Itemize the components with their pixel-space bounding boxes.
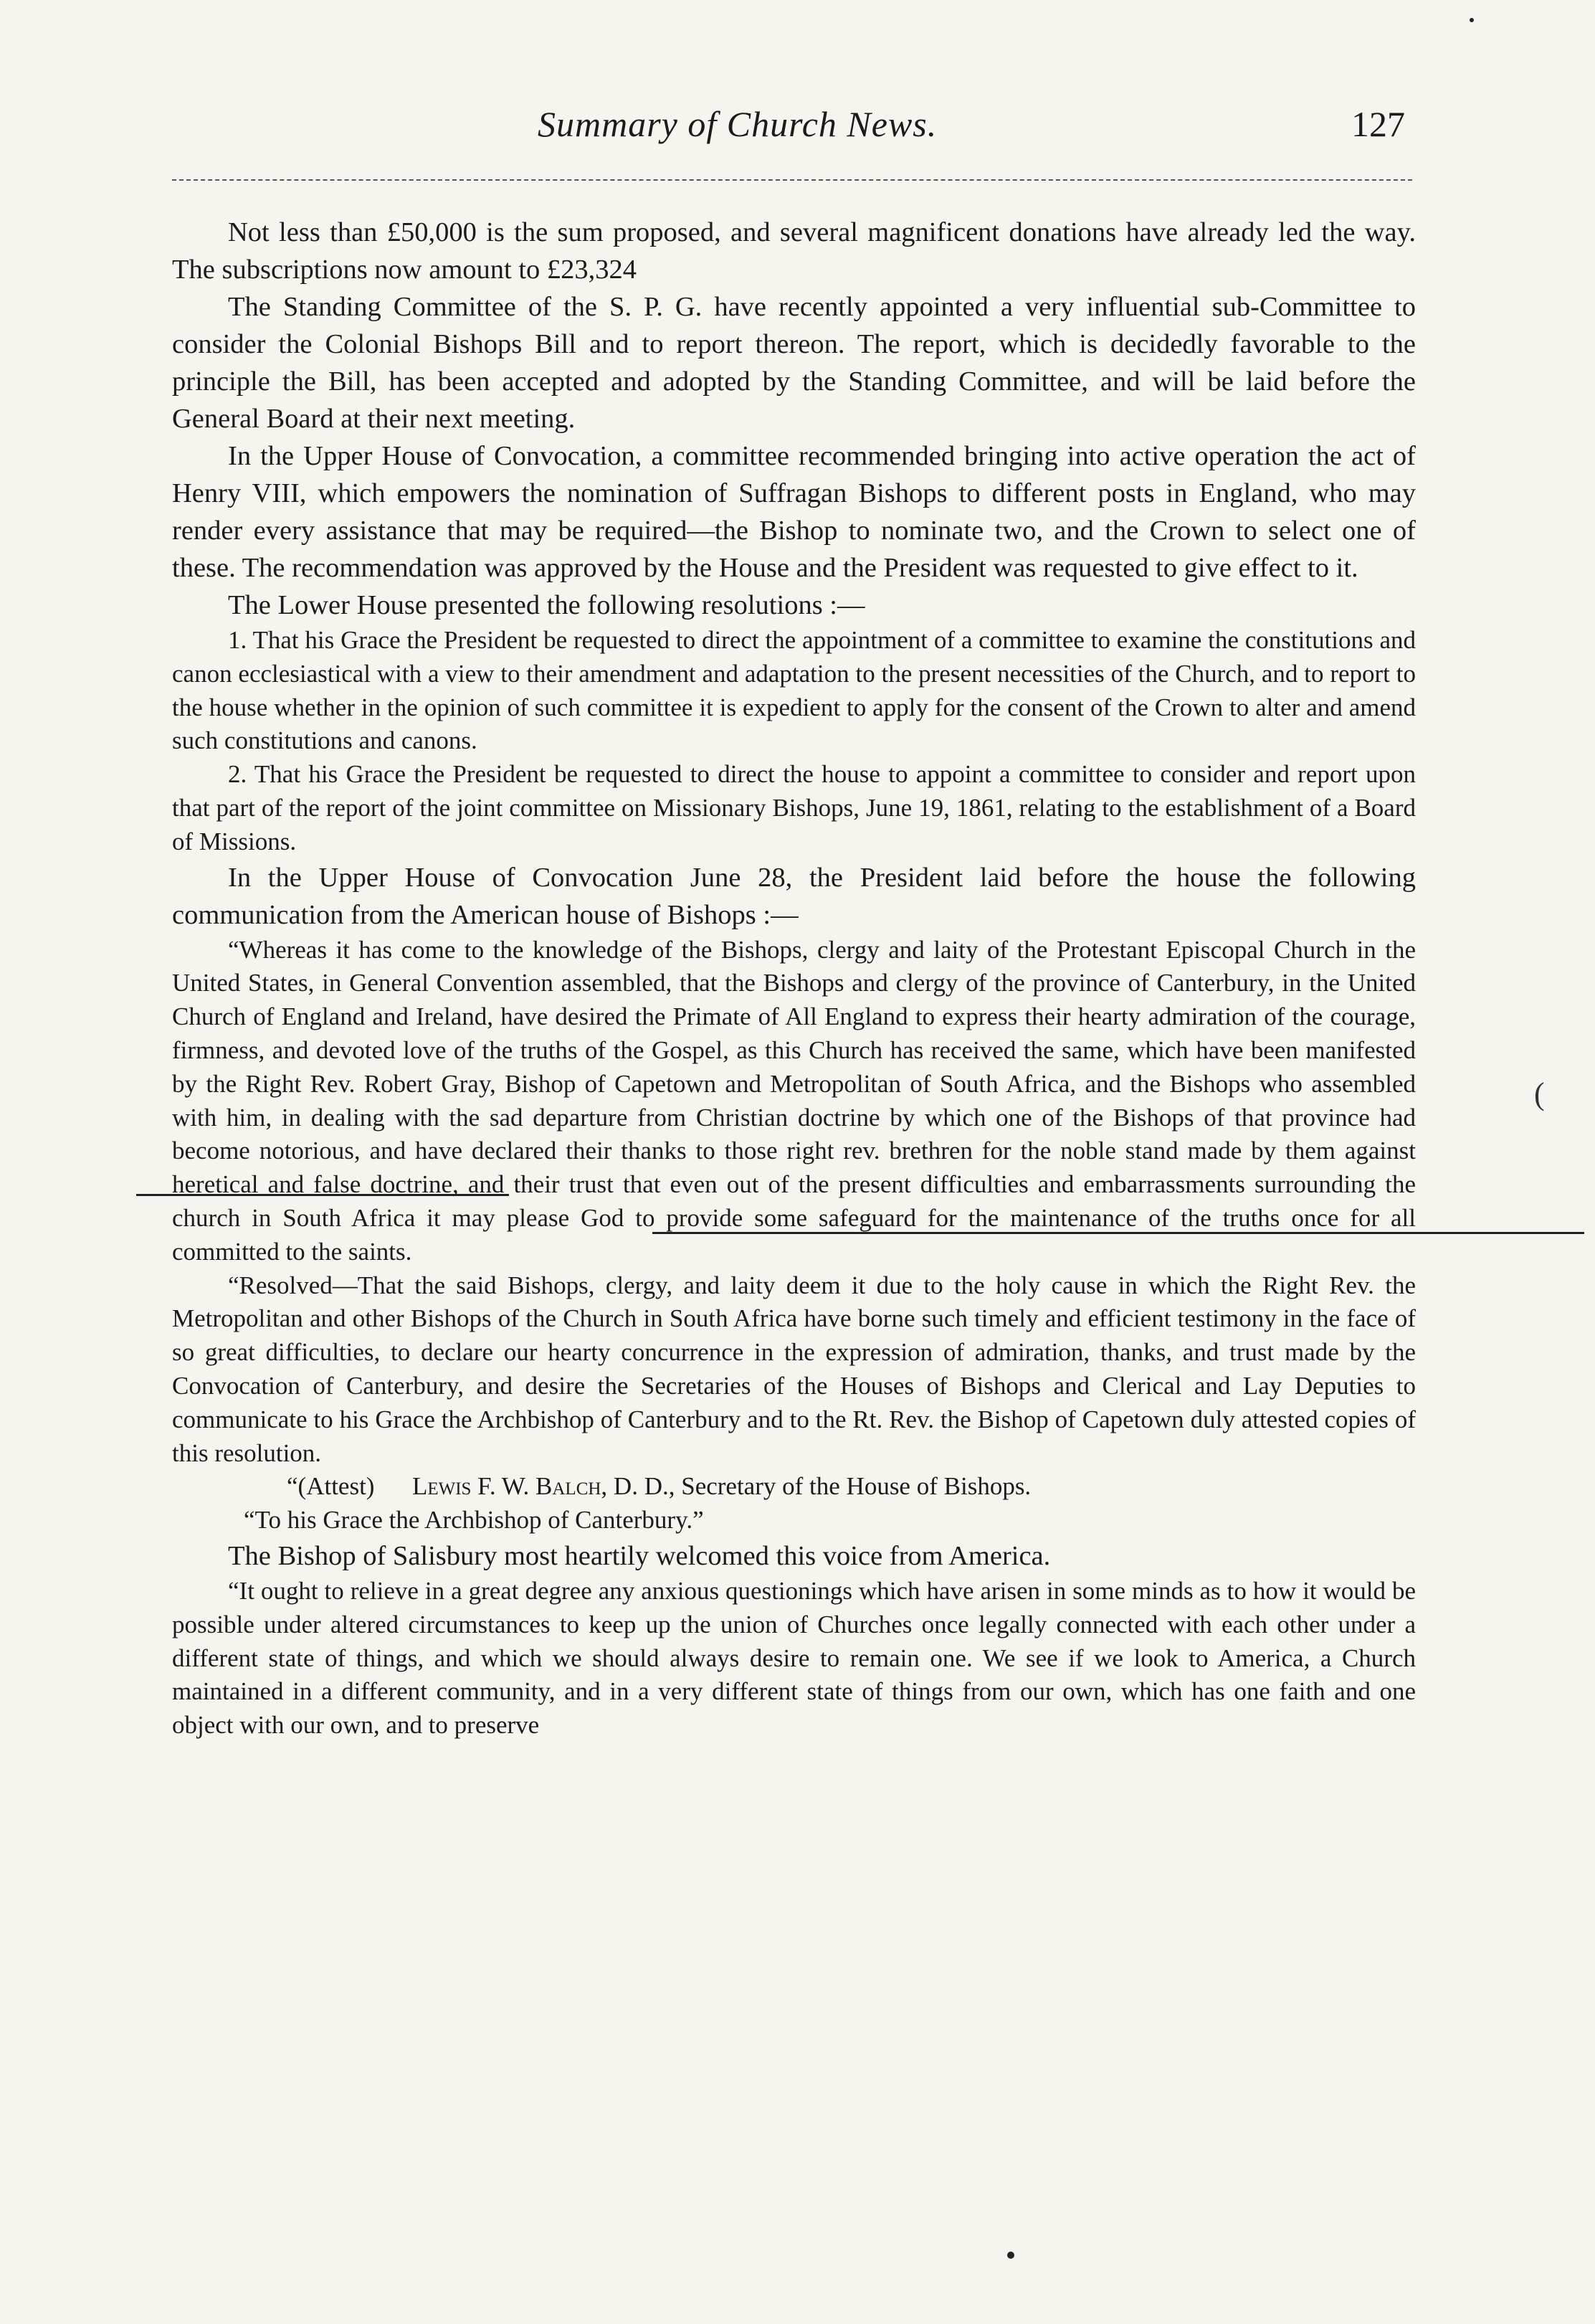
quotation-salisbury: “It ought to relieve in a great degree any anxious questionings which have arisen in some minds as to how it would be possible under altered circumstances to keep up the union of Churches once legally connected with each other under a different state of things, and which we should always desire to remain one. We see if we look to America, a Church maintained in a different community, and in a very different state of things from our own, which has one faith and one object with our own, and to preserve: [172, 1576, 1416, 1740]
paragraph-upper-house-suffragan: In the Upper House of Convocation, a committee recommended bringing into active operation the act of Henry VIII, which empowers the nomination of Suffragan Bishops to different posts in England, who may render every assistance that may be required—the Bishop to nominate two, and the Crown to select one of these. The recommendation was approved by the House and the President was requested to give effect to it.: [172, 441, 1416, 583]
attestation-line: [172, 1470, 1416, 1504]
margin-mark: (: [1534, 1076, 1545, 1111]
header-rule: [172, 179, 1412, 181]
paragraph-subscriptions: Not less than £50,000 is the sum proposed, and several magnificent donations have already led the way. The subscriptions now amount to £23,324: [172, 217, 1416, 285]
paragraph-bishop-salisbury: The Bishop of Salisbury most heartily welcomed this voice from America.: [228, 1540, 1051, 1571]
resolution-2: 2. That his Grace the President be requested to direct the house to appoint a committee to consider and report upon that part of the report of the joint committee on Missionary Bishops, June 19, 1861, relating to the establishment of a Board of Missions.: [172, 760, 1416, 855]
attest-name: Lewis F. W. Balch, D. D.,: [411, 1472, 675, 1501]
strike-line-upper: [136, 1194, 509, 1196]
paragraph-spg-committee: The Standing Committee of the S. P. G. have recently appointed a very influential sub-Committee to consider the Colonial Bishops Bill and to report thereon. The report, which is decidedly favorable to the principle the Bill, has been accepted and adopted by the Standing Committee, and will be laid before the General Board at their next meeting.: [172, 292, 1416, 434]
paragraph-american-communication-intro: In the Upper House of Convocation June 28, the President laid before the house the following communication from the American house of Bishops :—: [172, 862, 1416, 930]
strike-line-lower: [652, 1232, 1584, 1234]
page-header: [215, 100, 1405, 151]
attest-role: Secretary of the House of Bishops.: [681, 1472, 1032, 1501]
quotation-resolved: “Resolved—That the said Bishops, clergy, and laity deem it due to the holy cause in which the Right Rev. the Metropolitan and other Bishops of the Church in South Africa have borne such timely and efficient testimony in the face of so great difficulties, to declare our hearty concurrence in the expression of admiration, thanks, and trust made by the Convocation of Canterbury, and desire the Secretaries of the Houses of Bishops and Clerical and Lay Deputies to communicate to his Grace the Archbishop of Canterbury and to the Rt. Rev. the Bishop of Capetown duly attested copies of this resolution.: [172, 1271, 1416, 1467]
running-title: Summary of Church News.: [538, 104, 938, 144]
paragraph-lower-house-intro: The Lower House presented the following resolutions :—: [228, 590, 865, 620]
article-body: [172, 214, 1416, 1742]
salutation-line: “To his Grace the Archbishop of Canterbury.”: [244, 1506, 704, 1535]
ink-speck: [1470, 18, 1474, 22]
quotation-whereas: “Whereas it has come to the knowledge of the Bishops, clergy and laity of the Protestant Episcopal Church in the United States, in General Convention assembled, that the Bishops and clergy of the province of Canterbury, in the United Church of England and Ireland, have desired the Primate of All England to express their hearty admiration of the courage, firmness, and devoted love of the truths of the Gospel, as this Church has received the same, which have been manifested by the Right Rev. Robert Gray, Bishop of Capetown and Metropolitan of South Africa, and the Bishops who assembled with him, in dealing with the sad departure from Christian doctrine by which one of the Bishops of that province had become notorious, and have declared their thanks to those right rev. brethren for the noble stand made by them against heretical and false doctrine, and their trust that even out of the present difficulties and embarrassments surrounding the church in South Africa it may please God to provide some safeguard for the maintenance of the truths once for all committed to the saints.: [172, 935, 1416, 1266]
attest-prefix: “(Attest): [287, 1472, 375, 1501]
resolution-1: 1. That his Grace the President be requested to direct the appointment of a committee to examine the constitutions and canon ecclesiastical with a view to their amendment and adaptation to the present necessities of the Church, and to report to the house whether in the opinion of such committee it is expedient to apply for the consent of the Crown to alter and amend such constitutions and canons.: [172, 626, 1416, 755]
page-number: 127: [1351, 104, 1405, 144]
ink-speck: [1007, 2252, 1014, 2259]
